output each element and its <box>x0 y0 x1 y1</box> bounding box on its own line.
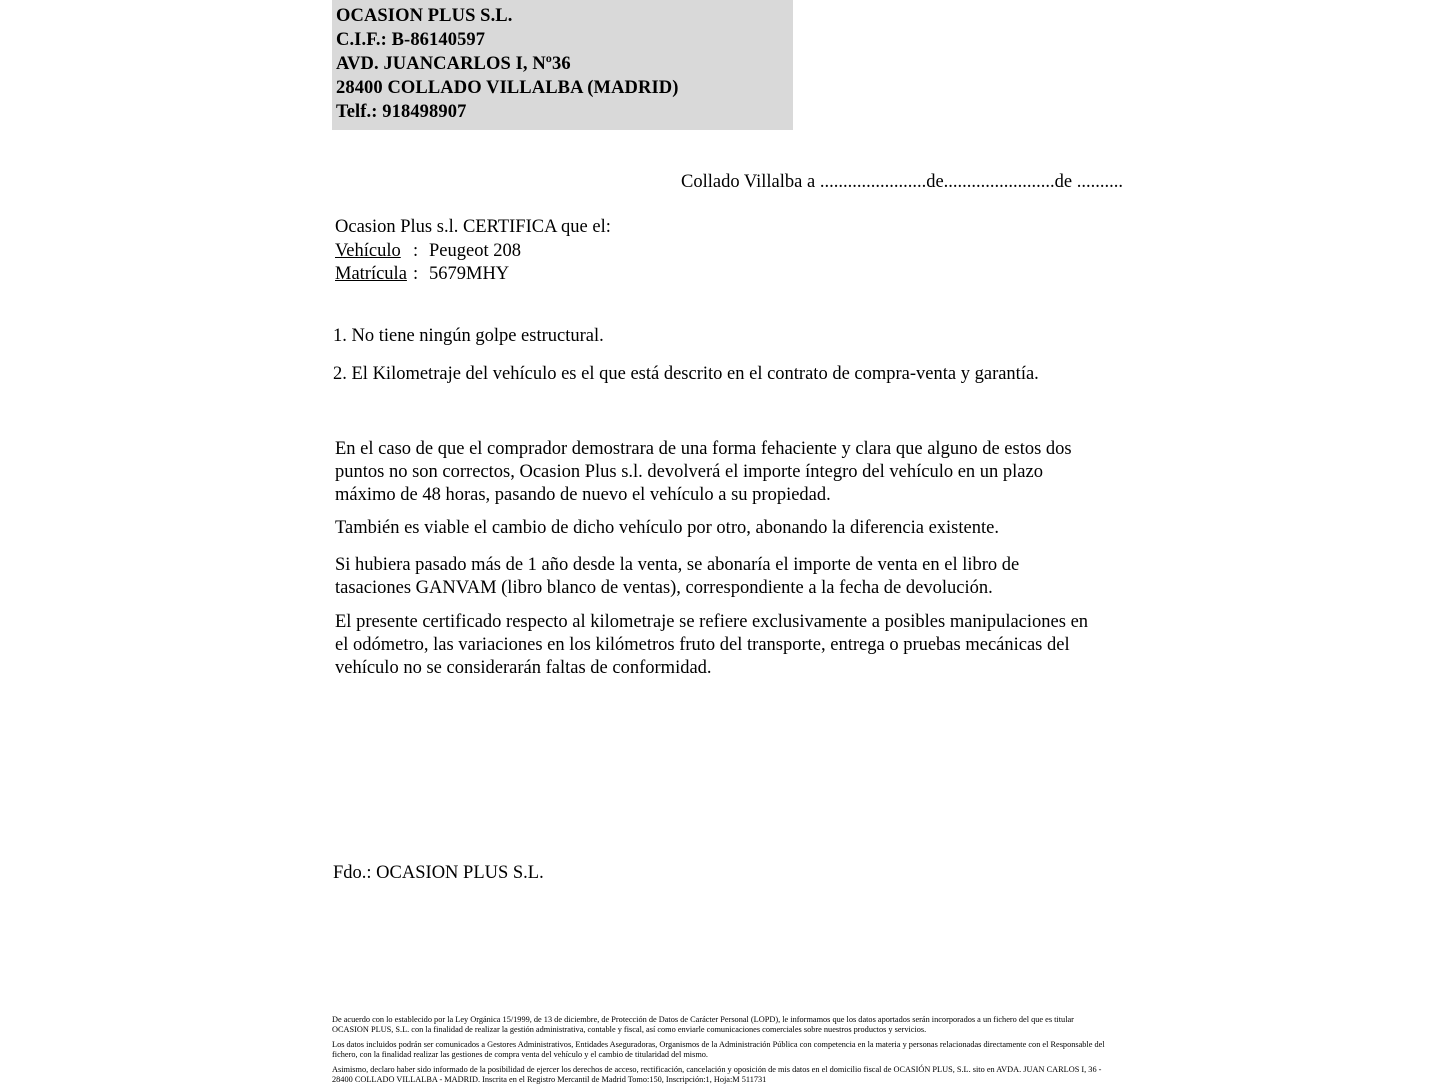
plate-value: 5679MHY <box>429 264 510 284</box>
body-paragraph-1: En el caso de que el comprador demostrara de una forma fehaciente y clara que alguno de estos dos puntos no son correctos, Ocasion Plus s.l. devolverá el importe íntegro del vehículo en un plazo máximo de 48 horas, pasando de nuevo el vehículo a su propiedad. <box>335 439 1072 505</box>
legal-paragraph-1: De acuerdo con lo establecido por la Ley Orgánica 15/1999, de 13 de diciembre, de Protección de Datos de Carácter Personal (LOPD), le informamos que los datos aportados serán incorporados a un fichero del que es titular OCASION PLUS, S.L. con la finalidad de realizar la gestión administrativa, contable y fiscal, así como enviarle comunicaciones comerciales sobre nuestros productos y servicios. <box>332 1015 1074 1035</box>
legal-paragraph-3: Asimismo, declaro haber sido informado de la posibilidad de ejercer los derechos de acceso, rectificación, cancelación y oposición de mis datos en el domicilio fiscal de OCASIÓN PLUS, S.L. sito en AVDA. JUAN CARLOS I, 36 - 28400 COLLADO VILLALBA - MADRID. Inscrita en el Registro Mercantil de Madrid Tomo:150, Inscripción:1, Hoja:M 511731 <box>332 1064 1102 1085</box>
vehicle-value: Peugeot 208 <box>429 241 521 261</box>
body-paragraph-3: Si hubiera pasado más de 1 año desde la venta, se abonaría el importe de venta en el libro de tasaciones GANVAM (libro blanco de ventas), correspondiente a la fecha de devolución. <box>335 555 1020 598</box>
plate-label: Matrícula <box>335 264 407 284</box>
legal-notice <box>332 1015 1112 1085</box>
certifies-intro: Ocasion Plus s.l. CERTIFICA que el: <box>335 217 611 237</box>
certification-point-1: 1. No tiene ningún golpe estructural. <box>333 326 604 346</box>
signature-line: Fdo.: OCASION PLUS S.L. <box>333 863 544 883</box>
date-line: Collado Villalba a .......................de........................de .......... <box>681 172 1123 192</box>
company-name: OCASION PLUS S.L. <box>336 6 513 26</box>
company-phone: Telf.: 918498907 <box>336 102 467 122</box>
company-address: AVD. JUANCARLOS I, Nº36 <box>336 54 571 74</box>
vehicle-separator: : <box>413 241 419 261</box>
vehicle-label: Vehículo <box>335 241 401 261</box>
company-city: 28400 COLLADO VILLALBA (MADRID) <box>336 78 679 98</box>
legal-paragraph-2: Los datos incluidos podrán ser comunicados a Gestores Administrativos, Entidades Aseguradoras, Organismos de la Administración Pública con competencia en la materia y personas relacionadas directamente con el Responsable del fichero, con la finalidad realizar las gestiones de compra venta del vehículo y el cambio de titularidad del mismo. <box>332 1039 1105 1060</box>
certification-point-2: 2. El Kilometraje del vehículo es el que está descrito en el contrato de compra-venta y garantía. <box>333 364 1039 384</box>
body-paragraph-4: El presente certificado respecto al kilometraje se refiere exclusivamente a posibles manipulaciones en el odómetro, las variaciones en los kilómetros fruto del transporte, entrega o pruebas mecánicas del vehículo no se considerarán faltas de conformidad. <box>335 612 1089 678</box>
plate-separator: : <box>413 264 419 284</box>
company-cif: C.I.F.: B-86140597 <box>336 30 486 50</box>
letterhead-block <box>332 0 793 130</box>
vehicle-row <box>335 239 521 263</box>
plate-row <box>335 262 509 286</box>
body-paragraph-2: También es viable el cambio de dicho vehículo por otro, abonando la diferencia existente. <box>335 518 999 538</box>
